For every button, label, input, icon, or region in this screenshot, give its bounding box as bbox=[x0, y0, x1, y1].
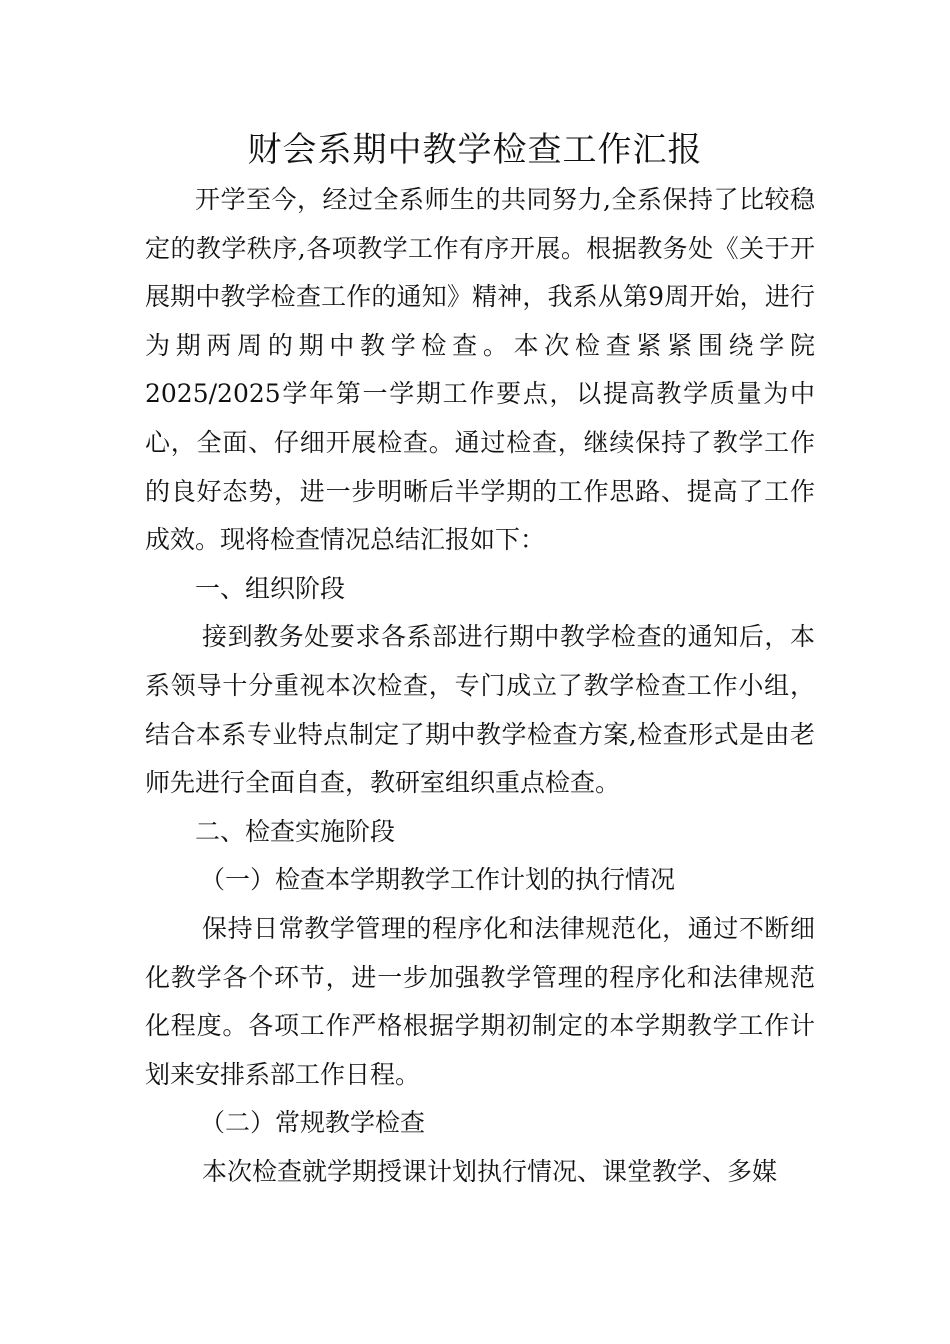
routine-check-paragraph: 本次检查就学期授课计划执行情况、课堂教学、多媒 bbox=[202, 1156, 778, 1186]
subsection-heading-routine-check: （二）常规教学检查 bbox=[200, 1108, 426, 1138]
section-heading-implementation: 二、检查实施阶段 bbox=[195, 816, 396, 846]
section-heading-organization: 一、组织阶段 bbox=[195, 573, 346, 603]
document-title: 财会系期中教学检查工作汇报 bbox=[247, 130, 703, 170]
plan-execution-paragraph: 保持日常教学管理的程序化和法律规范化，通过不断细化教学各个环节，进一步加强教学管理的程序化和法律规范化程度。各项工作严格根据学期初制定的本学期教学工作计划来安排系部工作日程。 bbox=[145, 913, 815, 1089]
subsection-heading-plan-execution: （一）检查本学期教学工作计划的执行情况 bbox=[200, 865, 676, 895]
organization-paragraph: 接到教务处要求各系部进行期中教学检查的通知后，本系领导十分重视本次检查，专门成立了教学检查工作小组，结合本系专业特点制定了期中教学检查方案,检查形式是由老师先进行全面自查，教研室组织重点检查。 bbox=[145, 622, 815, 798]
intro-paragraph: 开学至今，经过全系师生的共同努力,全系保持了比较稳定的教学秩序,各项教学工作有序开展。根据教务处《关于开展期中教学检查工作的通知》精神，我系从第9周开始，进行为期两周的期中教学检查。本次检查紧紧围绕学院2025/2025学年第一学期工作要点，以提高教学质量为中心，全面、仔细开展检查。通过检查，继续保持了教学工作的良好态势，进一步明晰后半学期的工作思路、提高了工作成效。现将检查情况总结汇报如下： bbox=[145, 185, 815, 555]
document-body bbox=[145, 176, 815, 1196]
